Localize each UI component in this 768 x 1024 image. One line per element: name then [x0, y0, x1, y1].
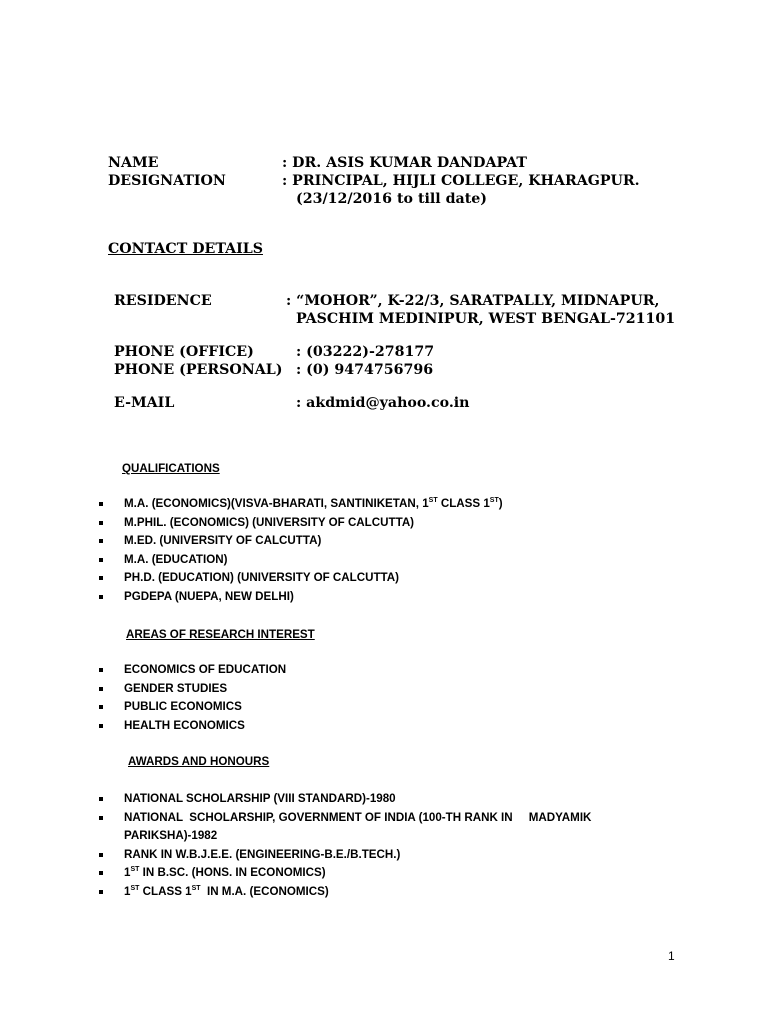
email-value: : akdmid@yahoo.co.in — [296, 395, 470, 411]
bullet-icon — [99, 668, 103, 672]
bullet-icon — [99, 871, 103, 875]
list-item: M.A. (ECONOMICS)(VISVA-BHARATI, SANTINIKETAN, 1ST CLASS 1ST) — [99, 495, 503, 514]
name-label: NAME — [108, 155, 159, 171]
residence-row — [114, 293, 674, 311]
bullet-icon — [99, 705, 103, 709]
bullet-icon — [99, 853, 103, 857]
list-item: PH.D. (EDUCATION) (UNIVERSITY OF CALCUTTA) — [99, 569, 503, 588]
bullet-icon — [99, 502, 103, 506]
residence-value: : “MOHOR”, K-22/3, SARATPALLY, MIDNAPUR, — [286, 293, 660, 309]
designation-label: DESIGNATION — [108, 173, 226, 189]
list-item: 1ST IN B.SC. (HONS. IN ECONOMICS) — [99, 864, 591, 883]
designation-value: : PRINCIPAL, HIJLI COLLEGE, KHARAGPUR. — [282, 173, 640, 189]
list-item: PGDEPA (NUEPA, NEW DELHI) — [99, 588, 503, 607]
phone-office-value: : (03222)-278177 — [296, 344, 435, 360]
list-item: M.ED. (UNIVERSITY OF CALCUTTA) — [99, 532, 503, 551]
bullet-icon — [99, 539, 103, 543]
bullet-icon — [99, 558, 103, 562]
qualifications-list — [99, 495, 503, 607]
list-item: GENDER STUDIES — [99, 680, 286, 699]
bullet-icon — [99, 687, 103, 691]
bullet-icon — [99, 521, 103, 525]
phone-office-row — [114, 344, 674, 362]
bullet-icon — [99, 576, 103, 580]
email-label: E-MAIL — [114, 395, 175, 411]
list-item: 1ST CLASS 1ST IN M.A. (ECONOMICS) — [99, 883, 591, 902]
designation-period: (23/12/2016 to till date) — [296, 191, 488, 207]
awards-list — [99, 790, 591, 902]
list-item: M.A. (EDUCATION) — [99, 551, 503, 570]
residence-label: RESIDENCE — [114, 293, 212, 309]
list-item: M.PHIL. (ECONOMICS) (UNIVERSITY OF CALCUTTA) — [99, 514, 503, 533]
phone-office-label: PHONE (OFFICE) — [114, 344, 254, 360]
bullet-icon — [99, 890, 103, 894]
list-item: ECONOMICS OF EDUCATION — [99, 661, 286, 680]
list-item: NATIONAL SCHOLARSHIP (VIII STANDARD)-1980 — [99, 790, 591, 809]
bullet-icon — [99, 797, 103, 801]
phone-personal-value: : (0) 9474756796 — [296, 362, 434, 378]
residence-value-line2: PASCHIM MEDINIPUR, WEST BENGAL-721101 — [296, 311, 676, 327]
contact-heading: CONTACT DETAILS — [108, 241, 263, 257]
phone-personal-row — [114, 362, 674, 380]
email-row — [114, 395, 674, 413]
name-row — [108, 155, 668, 173]
list-item: HEALTH ECONOMICS — [99, 717, 286, 736]
bullet-icon — [99, 724, 103, 728]
qualifications-heading: QUALIFICATIONS — [122, 462, 220, 475]
bullet-icon — [99, 595, 103, 599]
list-item: PUBLIC ECONOMICS — [99, 698, 286, 717]
research-list — [99, 661, 286, 735]
designation-row — [108, 173, 668, 191]
list-item: NATIONAL SCHOLARSHIP, GOVERNMENT OF INDIA (100-TH RANK IN MADYAMIK PARIKSHA)-1982 — [99, 809, 591, 846]
research-heading: AREAS OF RESEARCH INTEREST — [126, 628, 315, 641]
bullet-icon — [99, 816, 103, 820]
phone-personal-label: PHONE (PERSONAL) — [114, 362, 283, 378]
awards-heading: AWARDS AND HONOURS — [128, 755, 270, 768]
name-value: : DR. ASIS KUMAR DANDAPAT — [282, 155, 527, 171]
list-item: RANK IN W.B.J.E.E. (ENGINEERING-B.E./B.TECH.) — [99, 846, 591, 865]
page-number: 1 — [668, 949, 675, 963]
